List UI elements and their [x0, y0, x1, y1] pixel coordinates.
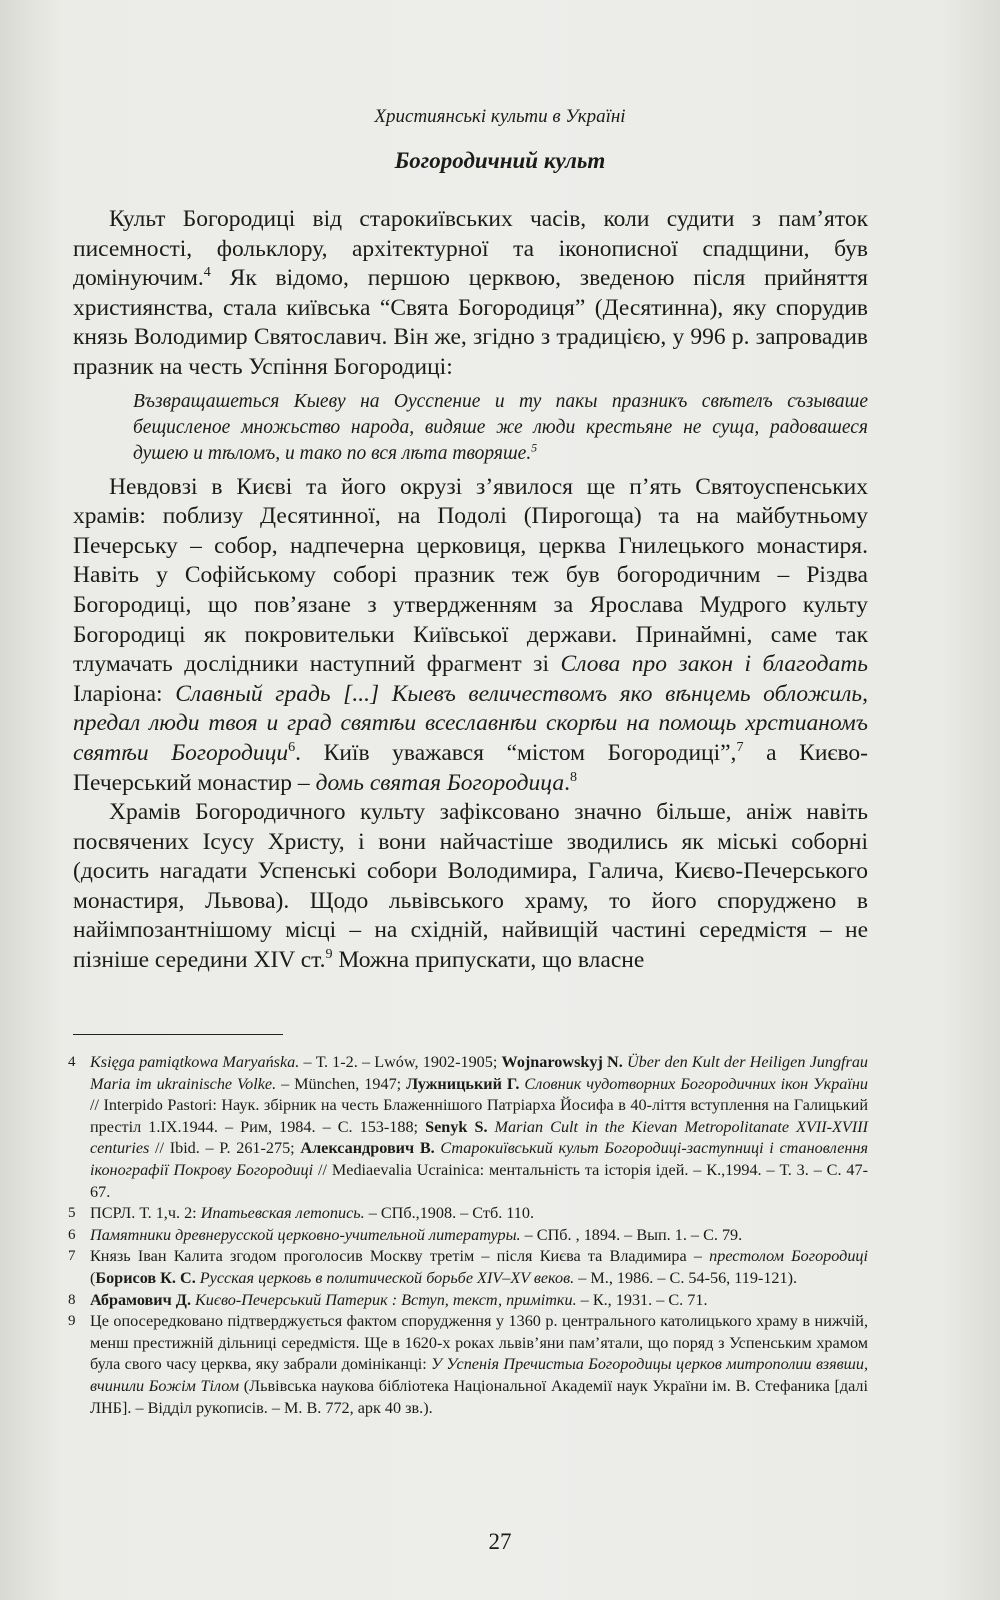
paragraph-2-text-b: Іларіона: [73, 680, 176, 707]
footnote-number: 7 [68, 1248, 76, 1265]
fn-italic: Словник чудотворних Богородичних ікон України [524, 1074, 869, 1093]
footnote-ref-7: 7 [736, 739, 744, 756]
paragraph-2-text-d: а Києво-Печерський монастир – [73, 739, 868, 796]
fn-italic: Über den Kult der Heiligen Jungfrau Maria im ukrainische Volke. [90, 1053, 869, 1093]
footnotes [68, 1052, 868, 1419]
running-header: Християнські культи в Україні [374, 106, 626, 127]
footnote-text [90, 1290, 868, 1312]
footnote-5 [68, 1203, 868, 1225]
fn-author: Wojnarowskyj N. [501, 1053, 623, 1071]
fn-italic: Старокиївський культ Богородиці-заступниці і становлення іконографії Покрову Богородиці [90, 1139, 869, 1179]
fn-text: – К., 1931. – С. 71. [576, 1290, 708, 1309]
footnote-number: 4 [68, 1054, 76, 1070]
fn-text: // Mediaevalia Ucrainica: ментальність та історія ідей. – К.,1994. – Т. 3. – С. 47-67. [90, 1160, 868, 1201]
fn-text [488, 1118, 495, 1136]
section-title: Богородичний культ [394, 148, 606, 173]
fn-text: – München, 1947; [276, 1074, 407, 1093]
footnote-7 [68, 1246, 868, 1289]
paragraph-3 [73, 798, 868, 976]
chronicle-quote [133, 389, 868, 467]
fn-text: Це опосередковано підтверджується фактом спорудження у 1360 р. центрального католицького храму в нижчій, менш престижній дільниці середмістя. Ще в 1620-х роках львів’яни пам’ятали, що поряд з Успенським храмом була свого часу церква, яку забрали домініканці: [90, 1312, 868, 1374]
footnote-6 [68, 1225, 868, 1247]
paragraph-3-text-a: Храмів Богородичного культу зафіксовано значно більше, аніж навіть посвячених Ісусу Христу, і вони найчастіше зводились як міські соборні (досить нагадати Успенські собори Володимира, Галича, Києво-Печерського монастиря, Львова). Щодо львівського храму, то його споруджено в найімпозантнішому місці – на східній, найвищій частині середмістя – не пізніше середини XIV ст. [73, 799, 868, 974]
footnote-4 [68, 1052, 868, 1203]
fn-text: ( [90, 1268, 96, 1287]
footnote-ref-6: 6 [288, 739, 296, 756]
fn-text: Князь Іван Калита згодом проголосив Москву третім – після Києва та Владимира – [90, 1247, 710, 1266]
fn-italic: престолом Богородиці [709, 1247, 869, 1266]
footnote-text [90, 1246, 868, 1289]
fn-text: // Ibid. – P. 261-275; [149, 1139, 301, 1158]
paragraph-2-italic-phrase: домь святая Богородица [315, 769, 565, 796]
paragraph-3-text-b: Можна припускати, що власне [332, 947, 645, 974]
fn-italic: Ипатьевская летопись. [200, 1204, 365, 1223]
paragraph-1 [73, 205, 868, 383]
footnote-ref-9: 9 [325, 946, 333, 963]
footnote-number: 5 [68, 1205, 76, 1222]
paragraph-2-italic-title: Слова про закон і благодать [560, 651, 868, 678]
footnote-9 [68, 1311, 868, 1419]
footnote-text [90, 1225, 868, 1247]
fn-italic: У Успенія Пречистыа Богородицы церков митрополии взявши, вчинили Божім Тілом [90, 1355, 868, 1395]
footnote-8 [68, 1290, 868, 1312]
footnote-ref-5: 5 [531, 441, 538, 455]
footnote-number: 8 [68, 1291, 76, 1308]
fn-italic: Marian Cult in the Kievan Metropolitanate XVII-XVIII centuries [90, 1117, 868, 1158]
paragraph-1-text-a: Культ Богородиці від старокиївських часів, коли судити з пам’яток писемності, фольклору, архітектурної та іконописної спадщини, був домінуючим. [73, 206, 868, 292]
paragraph-2-text-e: . [564, 769, 570, 796]
footnote-number: 6 [68, 1226, 76, 1243]
fn-text: – М., 1986. – С. 54-56, 119-121). [574, 1268, 798, 1287]
page-number: 27 [488, 1529, 512, 1554]
main-text [73, 205, 868, 976]
footnote-separator [73, 1034, 283, 1035]
fn-text: (Львівська наукова бібліотека Національної Академії наук України ім. В. Стефаника [далі ЛНБ]. – Відділ рукописів. – М. В. 772, арк 40 зв.). [90, 1376, 868, 1417]
paragraph-2 [73, 473, 868, 799]
fn-author: Александрович В. [300, 1139, 435, 1158]
footnote-text [90, 1311, 868, 1419]
fn-italic: Księga pamiątkowa Maryańska. [90, 1053, 300, 1071]
paragraph-2-text-a: Невдовзі в Києві та його окрузі з’явилося ще п’ять Святоуспенських храмів: поблизу Десятинної, на Подолі (Пирогоща) та на майбутньому Печерську – собор, надпечерна церковиця, церква Гнилецького монастиря. Навіть у Софійському соборі празник теж був богородичним – Різдва Богородиці, що пов’язане з утвердженням за Ярослава Мудрого культу Богородиці як покровительки Київської держави. Принаймні, саме так тлумачать дослідники наступний фрагмент зі [73, 473, 868, 678]
fn-text: – Т. 1-2. – Lwów, 1902-1905; [299, 1053, 502, 1071]
paragraph-1-text-b: Як відомо, першою церквою, зведеною після прийняття християнства, стала київська “Свята Богородиця” (Десятинна), яку спорудив князь Володимир Святославич. Він же, згідно з традицією, у 996 р. запровадив празник на честь Успіння Богородиці: [73, 265, 868, 380]
fn-text: – СПб.,1908. – Стб. 110. [364, 1204, 535, 1223]
paragraph-2-italic-quote: Славный градь [...] Кыевъ величествомъ яко вѣнцемь обложиль, предал люди твоя и град святѣи всеславнѣи скорѣи на помощь хрстианомъ святѣи Богородици [73, 680, 868, 766]
footnote-text [90, 1203, 868, 1225]
fn-text: – СПб. , 1894. – Вып. 1. – С. 79. [520, 1225, 743, 1244]
paragraph-2-text-c: . Київ уважався “містом Богородиці”, [295, 739, 737, 766]
fn-italic: Памятники древнерусской церковно-учительной литературы. [90, 1225, 521, 1244]
fn-author: Абрамович Д. [90, 1290, 191, 1309]
fn-text: // Interpido Pastori: Наук. збірник на честь Блаженнішого Патріарха Йосифа в 40-ліття вступлення на Галицький престіл 1.IX.1944. – Рим, 1984. – С. 153-188; [90, 1096, 868, 1136]
quote-text: Възвращашеться Кыеву на Оусспение и ту пакы празникъ свѣтелъ съзываше бещисленое множьство народа, видяше же люди крестьяне не суща, радовашеся душею и тѣломъ, и тако по вся лѣта творяше. [133, 390, 868, 464]
footnote-ref-4: 4 [203, 264, 211, 281]
fn-italic: Русская церковь в политической борьбе XIV–XV веков. [199, 1268, 575, 1287]
fn-author: Senyk S. [425, 1117, 488, 1136]
footnote-number: 9 [68, 1313, 76, 1330]
fn-italic: Києво-Печерський Патерик : Вступ, текст, примітки. [195, 1290, 577, 1309]
footnote-text [90, 1052, 868, 1203]
fn-author: Борисов К. С. [95, 1268, 196, 1287]
footnote-ref-8: 8 [569, 768, 577, 785]
fn-author: Лужницький Г. [406, 1074, 520, 1093]
fn-text: ПСРЛ. Т. 1,ч. 2: [90, 1204, 201, 1223]
